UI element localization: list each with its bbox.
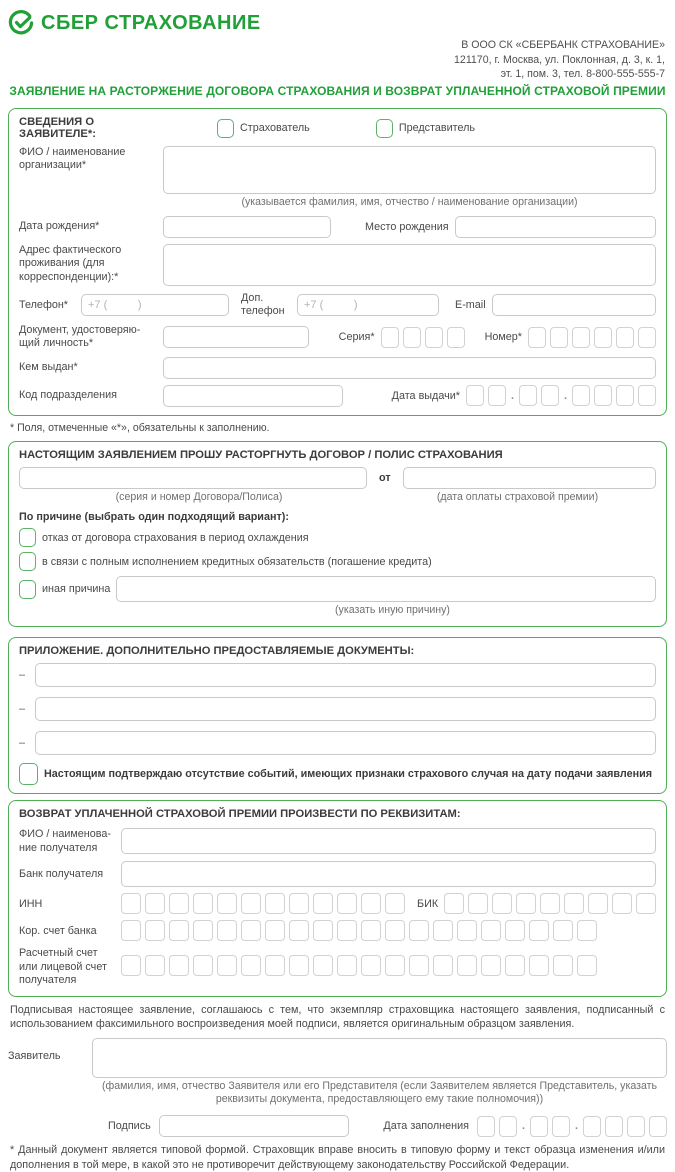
attachment-dash-1: – xyxy=(19,669,26,682)
recipient-bank-input[interactable] xyxy=(121,861,656,887)
fio-label: ФИО / наименование организации* xyxy=(19,146,126,172)
bik-cells[interactable] xyxy=(444,893,656,914)
reason-cooling-period-checkbox[interactable] xyxy=(19,528,36,547)
policy-number-input[interactable] xyxy=(19,467,367,489)
issued-by-label: Кем выдан* xyxy=(19,360,78,373)
identity-document-label: Документ, удостоверяющий личность* xyxy=(19,323,141,350)
reason-other-checkbox[interactable] xyxy=(19,580,36,599)
insurer-address xyxy=(454,38,665,82)
applicant-signature-input[interactable] xyxy=(92,1038,667,1078)
attachments-section-title: ПРИЛОЖЕНИЕ. ДОПОЛНИТЕЛЬНО ПРЕДОСТАВЛЯЕМЫЕ ДОКУМЕНТЫ: xyxy=(19,645,415,658)
other-reason-caption: (указать иную причину) xyxy=(335,604,450,617)
termination-section-title: НАСТОЯЩИМ ЗАЯВЛЕНИЕМ ПРОШУ РАСТОРГНУТЬ ДОГОВОР / ПОЛИС СТРАХОВАНИЯ xyxy=(19,448,503,461)
alt-phone-input[interactable] xyxy=(297,294,439,316)
insured-checkbox-label: Страхователь xyxy=(240,122,310,134)
alt-phone-label: Доп. телефон xyxy=(241,291,285,317)
address-line-2: 121170, г. Москва, ул. Поклонная, д. 3, к. 1, xyxy=(454,53,665,66)
attachments-section xyxy=(8,637,667,794)
fio-input[interactable] xyxy=(163,146,656,194)
email-label: E-mail xyxy=(455,298,486,311)
sber-check-icon xyxy=(8,10,34,36)
number-cells[interactable] xyxy=(528,327,656,348)
division-code-label: Код подразделения xyxy=(19,388,117,401)
fill-date-cells[interactable]: . . xyxy=(477,1116,667,1137)
required-fields-note: * Поля, отмеченные «*», обязательны к заполнению. xyxy=(10,421,270,434)
phone-label: Телефон* xyxy=(19,298,68,311)
applicant-signature-label: Заявитель xyxy=(8,1049,61,1062)
reason-cooling-period-label: отказ от договора страхования в период охлаждения xyxy=(42,531,309,544)
no-claims-label: Настоящим подтверждаю отсутствие событий, имеющих признаки страхового случая на дату подачи заявления xyxy=(44,768,653,781)
series-cells[interactable] xyxy=(381,327,465,348)
brand-name: СБЕР СТРАХОВАНИЕ xyxy=(41,11,261,34)
premium-date-input[interactable] xyxy=(403,467,656,489)
phone-input[interactable] xyxy=(81,294,229,316)
attachment-input-3[interactable] xyxy=(35,731,656,755)
attachment-dash-3: – xyxy=(19,737,26,750)
insured-checkbox[interactable] xyxy=(217,119,234,138)
attachment-input-1[interactable] xyxy=(35,663,656,687)
no-claims-checkbox[interactable] xyxy=(19,763,38,785)
reason-loan-repaid-checkbox[interactable] xyxy=(19,552,36,571)
termination-section xyxy=(8,441,667,628)
corr-account-cells[interactable] xyxy=(121,920,597,941)
recipient-label: ФИО / наименование получателя xyxy=(19,828,111,854)
reason-loan-repaid-label: в связи с полным исполнением кредитных обязательств (погашение кредита) xyxy=(42,555,432,568)
division-code-input[interactable] xyxy=(163,385,343,407)
inn-label: ИНН xyxy=(19,897,43,910)
birth-date-label: Дата рождения* xyxy=(19,220,100,233)
premium-date-caption: (дата оплаты страховой премии) xyxy=(436,490,599,503)
settlement-account-label: Расчетный счет или лицевой счет получателя xyxy=(19,947,107,987)
from-label: от xyxy=(379,471,391,484)
sign-label: Подпись xyxy=(108,1120,151,1133)
address-label: Адрес фактического проживания (для корреспонденции):* xyxy=(19,243,122,283)
number-label: Номер* xyxy=(484,331,522,344)
form-title: ЗАЯВЛЕНИЕ НА РАСТОРЖЕНИЕ ДОГОВОРА СТРАХОВАНИЯ И ВОЗВРАТ УПЛАЧЕННОЙ СТРАХОВОЙ ПРЕМИИ xyxy=(9,84,666,98)
issue-date-cells[interactable]: . . xyxy=(466,385,656,406)
address-line-3: эт. 1, пом. 3, тел. 8-800-555-555-7 xyxy=(500,68,665,81)
settlement-account-cells[interactable] xyxy=(121,955,597,976)
recipient-input[interactable] xyxy=(121,828,656,854)
representative-checkbox-label: Представитель xyxy=(398,122,476,134)
issued-by-input[interactable] xyxy=(163,357,656,379)
applicant-section xyxy=(8,108,667,416)
typical-form-note: * Данный документ является типовой формой. Страховщик вправе вносить в типовую форму и текст образца изменения и/или дополнения в той мере, в какой это не противоречит действующему законодательству Российской Федерации. xyxy=(10,1144,665,1171)
birth-place-label: Место рождения xyxy=(365,220,449,233)
refund-section-title: ВОЗВРАТ УПЛАЧЕННОЙ СТРАХОВОЙ ПРЕМИИ ПРОИЗВЕСТИ ПО РЕКВИЗИТАМ: xyxy=(19,808,461,821)
sign-input[interactable] xyxy=(159,1115,349,1137)
policy-number-caption: (серия и номер Договора/Полиса) xyxy=(115,490,283,503)
brand-logo xyxy=(8,8,667,36)
email-input[interactable] xyxy=(492,294,656,316)
other-reason-input[interactable] xyxy=(116,576,656,602)
issue-date-label: Дата выдачи* xyxy=(391,389,460,402)
reason-other-label: иная причина xyxy=(42,583,111,596)
attachment-input-2[interactable] xyxy=(35,697,656,721)
address-line-1: В ООО СК «СБЕРБАНК СТРАХОВАНИЕ» xyxy=(461,39,665,51)
facsimile-agreement-text: Подписывая настоящее заявление, соглашаюсь с тем, что экземпляр страховщика настоящего заявления, подписанный с использованием факсимильного воспроизведения моей подписи, является оригинальным образцом заявления. xyxy=(10,1003,665,1031)
identity-document-input[interactable] xyxy=(163,326,309,348)
recipient-bank-label: Банк получателя xyxy=(19,868,104,881)
address-input[interactable] xyxy=(163,244,656,286)
series-label: Серия* xyxy=(338,331,375,344)
reason-header: По причине (выбрать один подходящий вариант): xyxy=(19,511,289,524)
fill-date-label: Дата заполнения xyxy=(383,1120,469,1133)
attachment-dash-2: – xyxy=(19,703,26,716)
birth-date-input[interactable] xyxy=(163,216,331,238)
fio-caption: (указывается фамилия, имя, отчество / наименование организации) xyxy=(241,196,578,208)
applicant-signature-caption: (фамилия, имя, отчество Заявителя или его Представителя (если Заявителем является Представитель, указать реквизиты документа, предоставляющего ему такие полномочия)) xyxy=(102,1079,657,1106)
page-header xyxy=(8,8,667,80)
representative-checkbox[interactable] xyxy=(376,119,393,138)
birth-place-input[interactable] xyxy=(455,216,656,238)
refund-section xyxy=(8,800,667,996)
applicant-section-title: СВЕДЕНИЯ О ЗАЯВИТЕЛЕ*: xyxy=(19,116,96,140)
inn-cells[interactable] xyxy=(121,893,405,914)
bik-label: БИК xyxy=(417,897,439,910)
corr-account-label: Кор. счет банка xyxy=(19,924,97,937)
